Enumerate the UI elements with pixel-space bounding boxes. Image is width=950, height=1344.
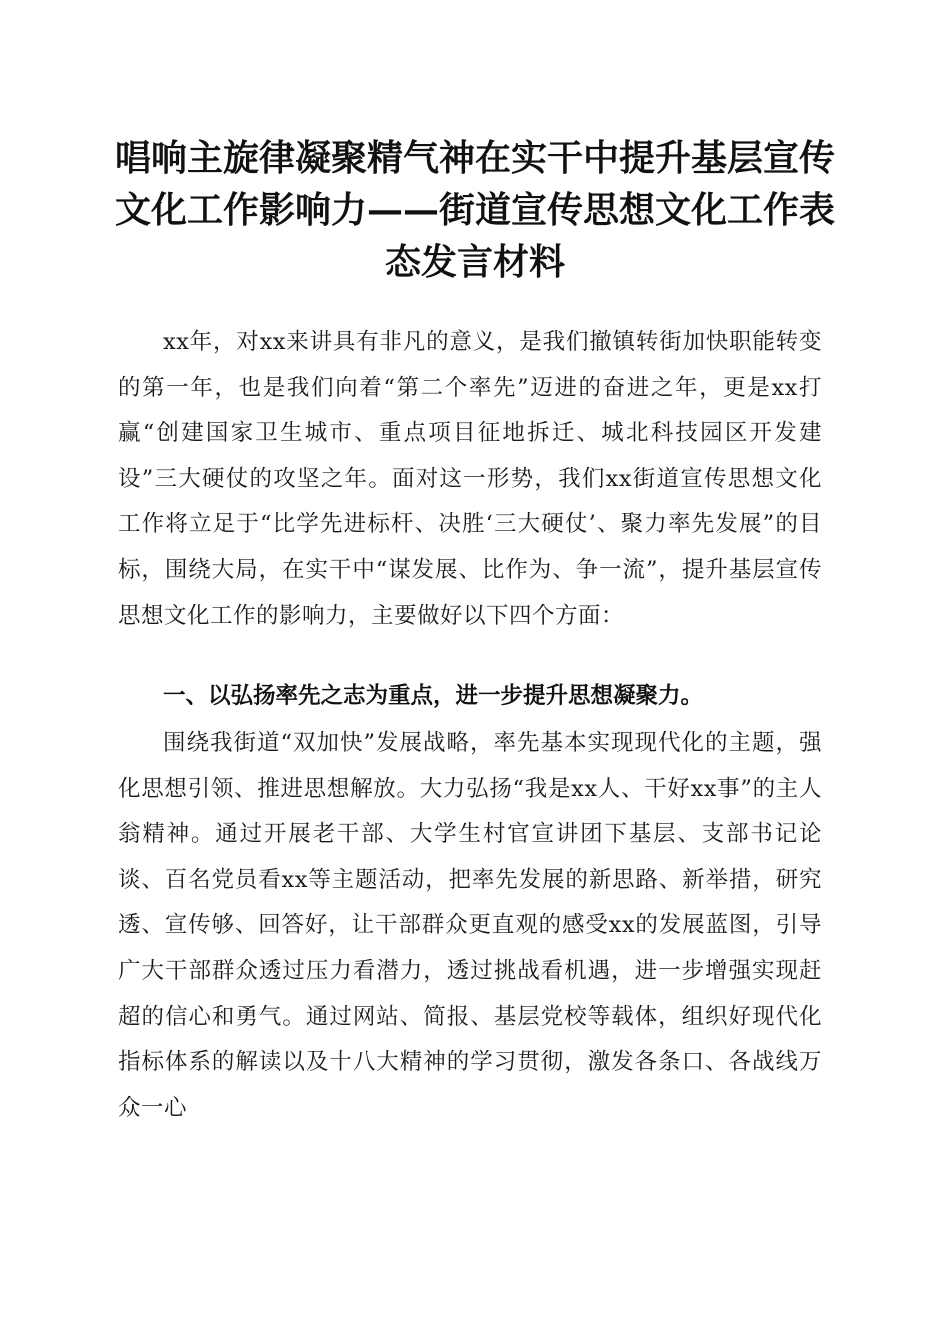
document-title: 唱响主旋律凝聚精气神在实干中提升基层宣传文化工作影响力——街道宣传思想文化工作表态发言材料 [114,137,835,283]
intro-paragraph: xx年，对xx来讲具有非凡的意义，是我们撤镇转街加快职能转变的第一年，也是我们向着“第二个率先”迈进的奋进之年，更是xx打赢“创建国家卫生城市、重点项目征地拆迁、城北科技园区开发建设”三大硬仗的攻坚之年。面对这一形势，我们xx街道宣传思想文化工作将立足于“比学先进标杆、决胜‘三大硬仗’、聚力率先发展”的目标，围绕大局，在实干中“谋发展、比作为、争一流”，提升基层宣传思想文化工作的影响力，主要做好以下四个方面： [118,329,822,629]
section-1-heading: 一、以弘扬率先之志为重点，进一步提升思想凝聚力。 [163,683,704,709]
section-1-paragraph: 围绕我街道“双加快”发展战略，率先基本实现现代化的主题，强化思想引领、推进思想解放。大力弘扬“我是xx人、干好xx事”的主人翁精神。通过开展老干部、大学生村官宣讲团下基层、支部书记论谈、百名党员看xx等主题活动，把率先发展的新思路、新举措，研究透、宣传够、回答好，让干部群众更直观的感受xx的发展蓝图，引导广大干部群众透过压力看潜力，透过挑战看机遇，进一步增强实现赶超的信心和勇气。通过网站、简报、基层党校等载体，组织好现代化指标体系的解读以及十八大精神的学习贯彻，激发各条口、各战线万众一心 [118,730,822,1121]
